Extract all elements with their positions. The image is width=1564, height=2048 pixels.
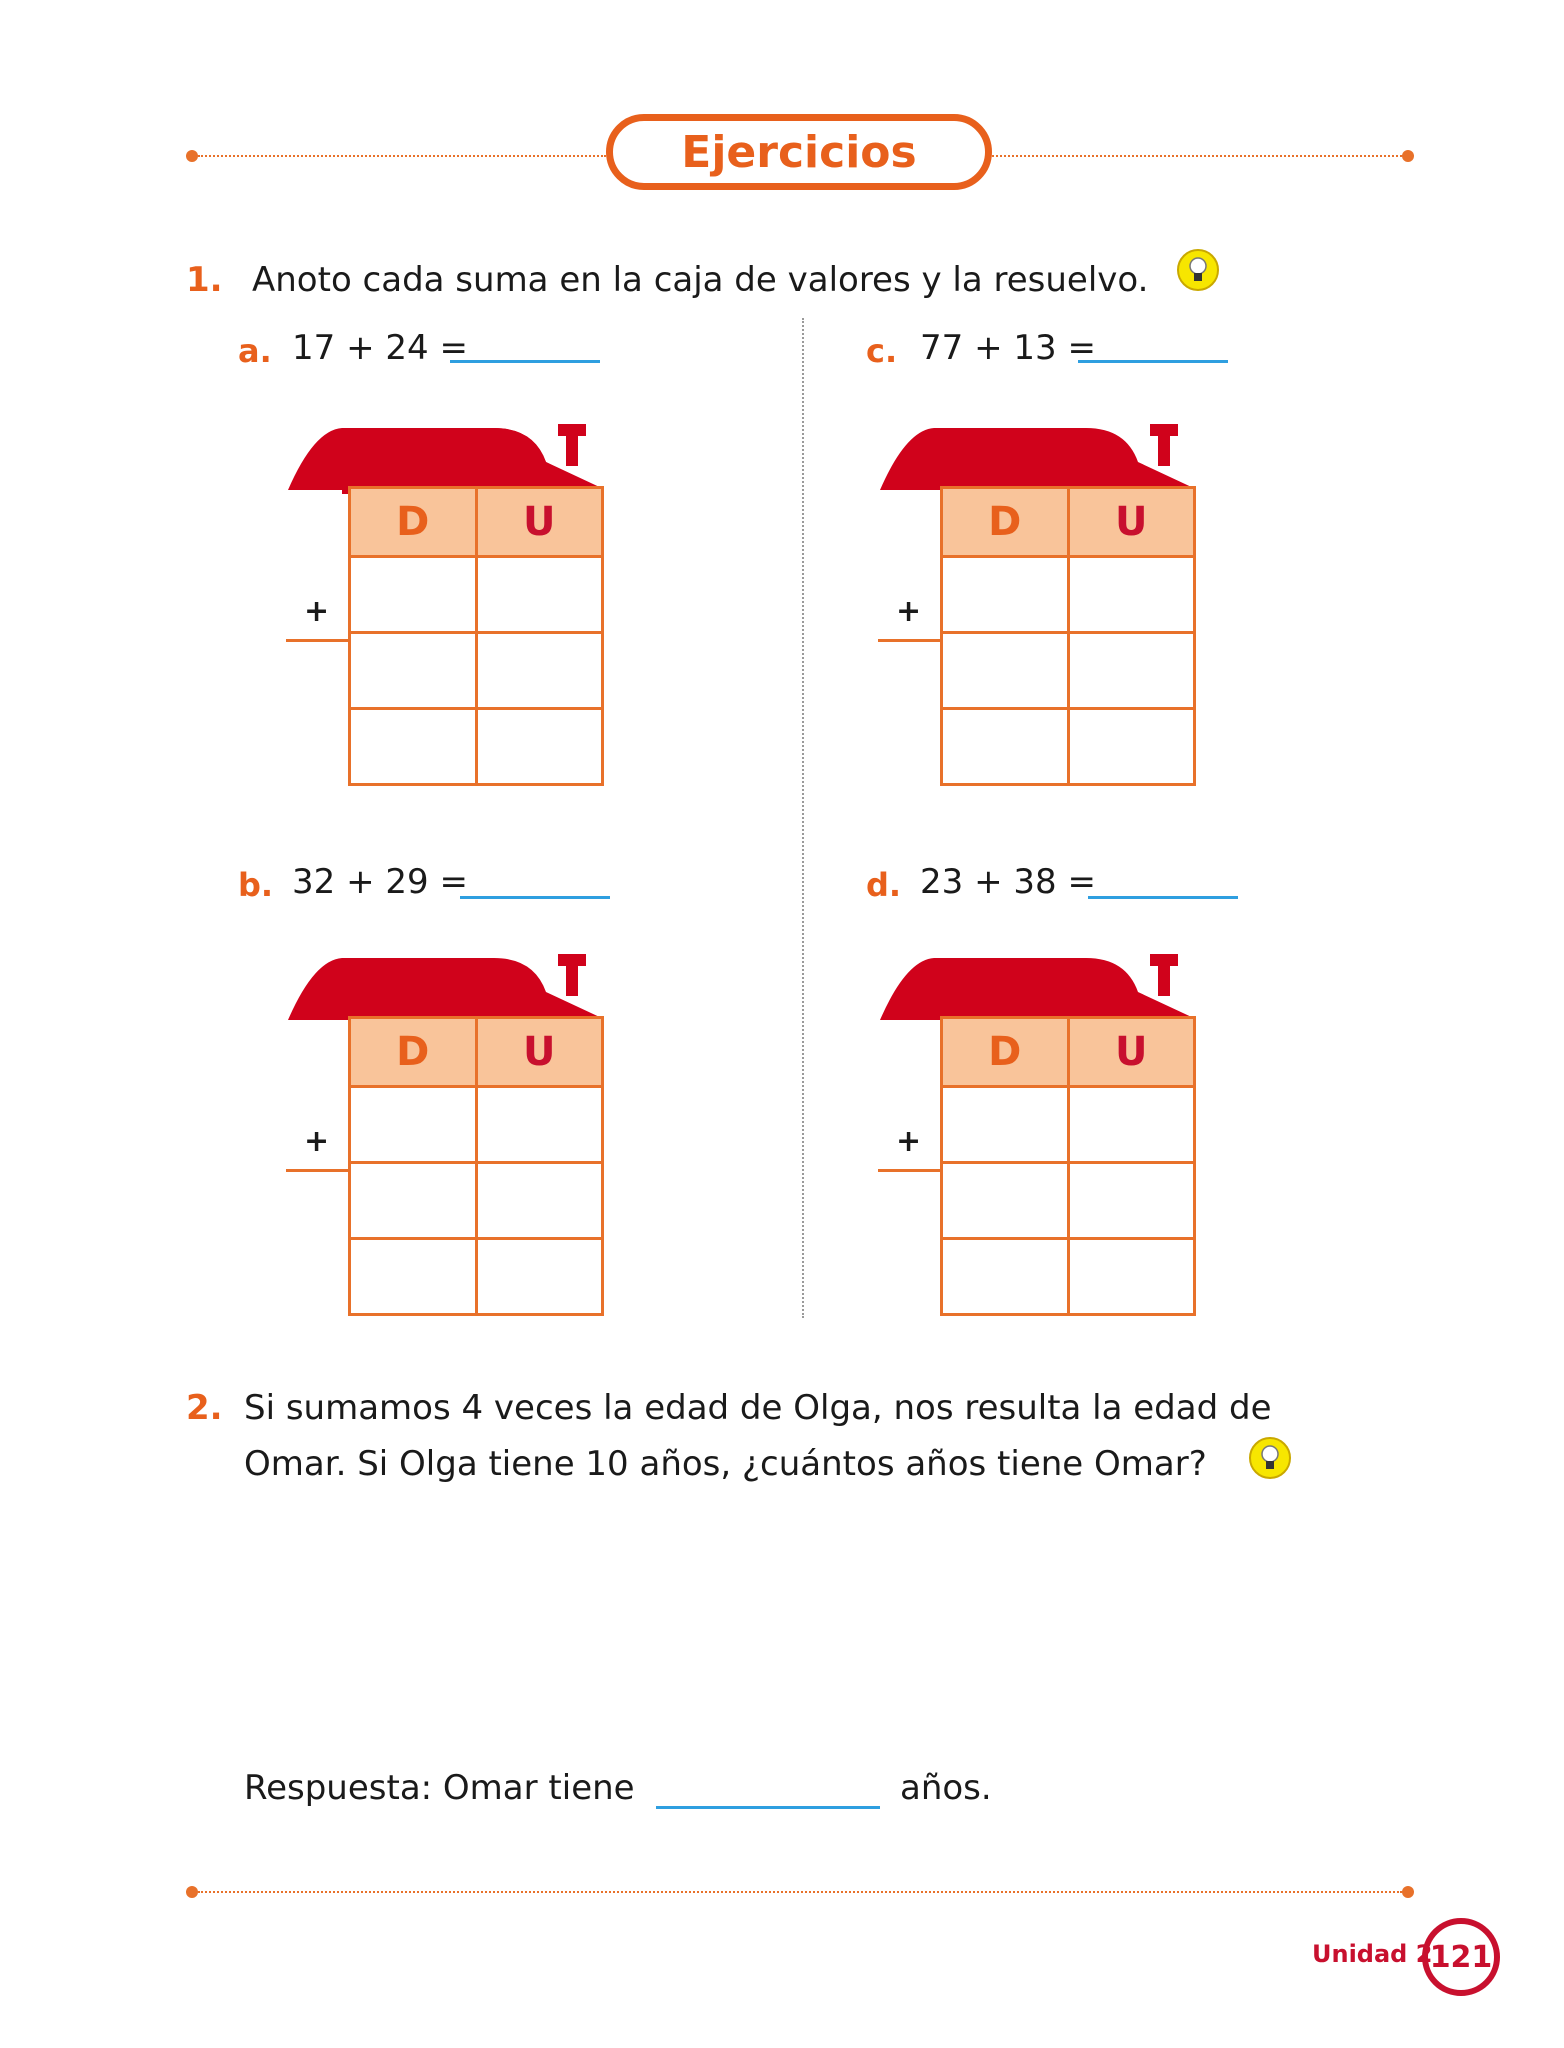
house-roof <box>284 954 604 1024</box>
house-roof <box>876 954 1196 1024</box>
grid-cell[interactable] <box>476 1163 602 1239</box>
units-header: U <box>476 488 602 557</box>
units-header: U <box>476 1018 602 1087</box>
house-roof <box>876 424 1196 494</box>
house-roof <box>284 424 604 494</box>
grid-cell[interactable] <box>350 709 477 785</box>
question-1-number: 1. <box>186 260 223 300</box>
item-c-label: c. <box>866 332 898 370</box>
item-a-label: a. <box>238 332 272 370</box>
item-d-expression: 23 + 38 = <box>920 862 1096 902</box>
item-b-expression: 32 + 29 = <box>292 862 468 902</box>
grid-cell[interactable] <box>350 1163 477 1239</box>
plus-sign: + <box>896 1124 922 1159</box>
tens-header: D <box>350 488 477 557</box>
item-d-label: d. <box>866 866 902 904</box>
unit-label: Unidad 2 <box>1312 1940 1433 1968</box>
sum-line <box>286 639 350 642</box>
item-a-expression: 17 + 24 = <box>292 328 468 368</box>
place-value-grid <box>348 1016 604 1316</box>
grid-cell[interactable] <box>942 557 1069 633</box>
grid-cell[interactable] <box>350 633 477 709</box>
header-dotted-line-right <box>992 155 1402 157</box>
grid-cell[interactable] <box>476 709 602 785</box>
answer-prefix: Respuesta: Omar tiene <box>244 1768 635 1808</box>
plus-sign: + <box>304 1124 330 1159</box>
units-header: U <box>1068 1018 1194 1087</box>
grid-cell[interactable] <box>1068 557 1194 633</box>
grid-cell[interactable] <box>476 633 602 709</box>
plus-sign: + <box>304 594 330 629</box>
grid-cell[interactable] <box>350 1239 477 1315</box>
place-value-grid <box>348 486 604 786</box>
grid-cell[interactable] <box>942 709 1069 785</box>
place-value-house-a <box>284 424 604 784</box>
sum-line <box>878 1169 942 1172</box>
item-a-answer-blank[interactable] <box>450 360 600 363</box>
grid-cell[interactable] <box>942 1163 1069 1239</box>
grid-cell[interactable] <box>1068 633 1194 709</box>
place-value-house-c <box>876 424 1196 784</box>
answer-suffix: años. <box>900 1768 992 1808</box>
header-dotted-line-left <box>198 155 606 157</box>
item-d-answer-blank[interactable] <box>1088 896 1238 899</box>
grid-cell[interactable] <box>476 557 602 633</box>
item-c-answer-blank[interactable] <box>1078 360 1228 363</box>
grid-cell[interactable] <box>1068 1087 1194 1163</box>
page-number: 121 <box>1422 1918 1500 1996</box>
tens-header: D <box>942 1018 1069 1087</box>
footer-dotted-line <box>198 1891 1402 1893</box>
item-b-answer-blank[interactable] <box>460 896 610 899</box>
grid-cell[interactable] <box>942 1239 1069 1315</box>
item-c-expression: 77 + 13 = <box>920 328 1096 368</box>
item-b-label: b. <box>238 866 274 904</box>
grid-cell[interactable] <box>1068 1239 1194 1315</box>
place-value-grid <box>940 1016 1196 1316</box>
footer-dot-right <box>1402 1886 1414 1898</box>
grid-cell[interactable] <box>476 1239 602 1315</box>
tens-header: D <box>350 1018 477 1087</box>
grid-cell[interactable] <box>476 1087 602 1163</box>
answer-blank[interactable] <box>656 1806 880 1809</box>
tens-header: D <box>942 488 1069 557</box>
grid-cell[interactable] <box>1068 1163 1194 1239</box>
question-2-number: 2. <box>186 1388 223 1428</box>
place-value-grid <box>940 486 1196 786</box>
grid-cell[interactable] <box>942 1087 1069 1163</box>
question-2-line-1: Si sumamos 4 veces la edad de Olga, nos resulta la edad de <box>244 1388 1272 1428</box>
page-title: Ejercicios <box>606 114 992 190</box>
question-2-line-2: Omar. Si Olga tiene 10 años, ¿cuántos años tiene Omar? <box>244 1444 1207 1484</box>
sum-line <box>286 1169 350 1172</box>
header-dot-right <box>1402 150 1414 162</box>
grid-cell[interactable] <box>1068 709 1194 785</box>
units-header: U <box>1068 488 1194 557</box>
lightbulb-icon <box>1248 1436 1292 1480</box>
sum-line <box>878 639 942 642</box>
place-value-house-d <box>876 954 1196 1314</box>
lightbulb-icon <box>1176 248 1220 292</box>
question-1-text: Anoto cada suma en la caja de valores y la resuelvo. <box>252 260 1149 300</box>
place-value-house-b <box>284 954 604 1314</box>
grid-cell[interactable] <box>350 1087 477 1163</box>
grid-cell[interactable] <box>942 633 1069 709</box>
column-divider <box>802 318 804 1318</box>
header-dot-left <box>186 150 198 162</box>
footer-dot-left <box>186 1886 198 1898</box>
grid-cell[interactable] <box>350 557 477 633</box>
plus-sign: + <box>896 594 922 629</box>
